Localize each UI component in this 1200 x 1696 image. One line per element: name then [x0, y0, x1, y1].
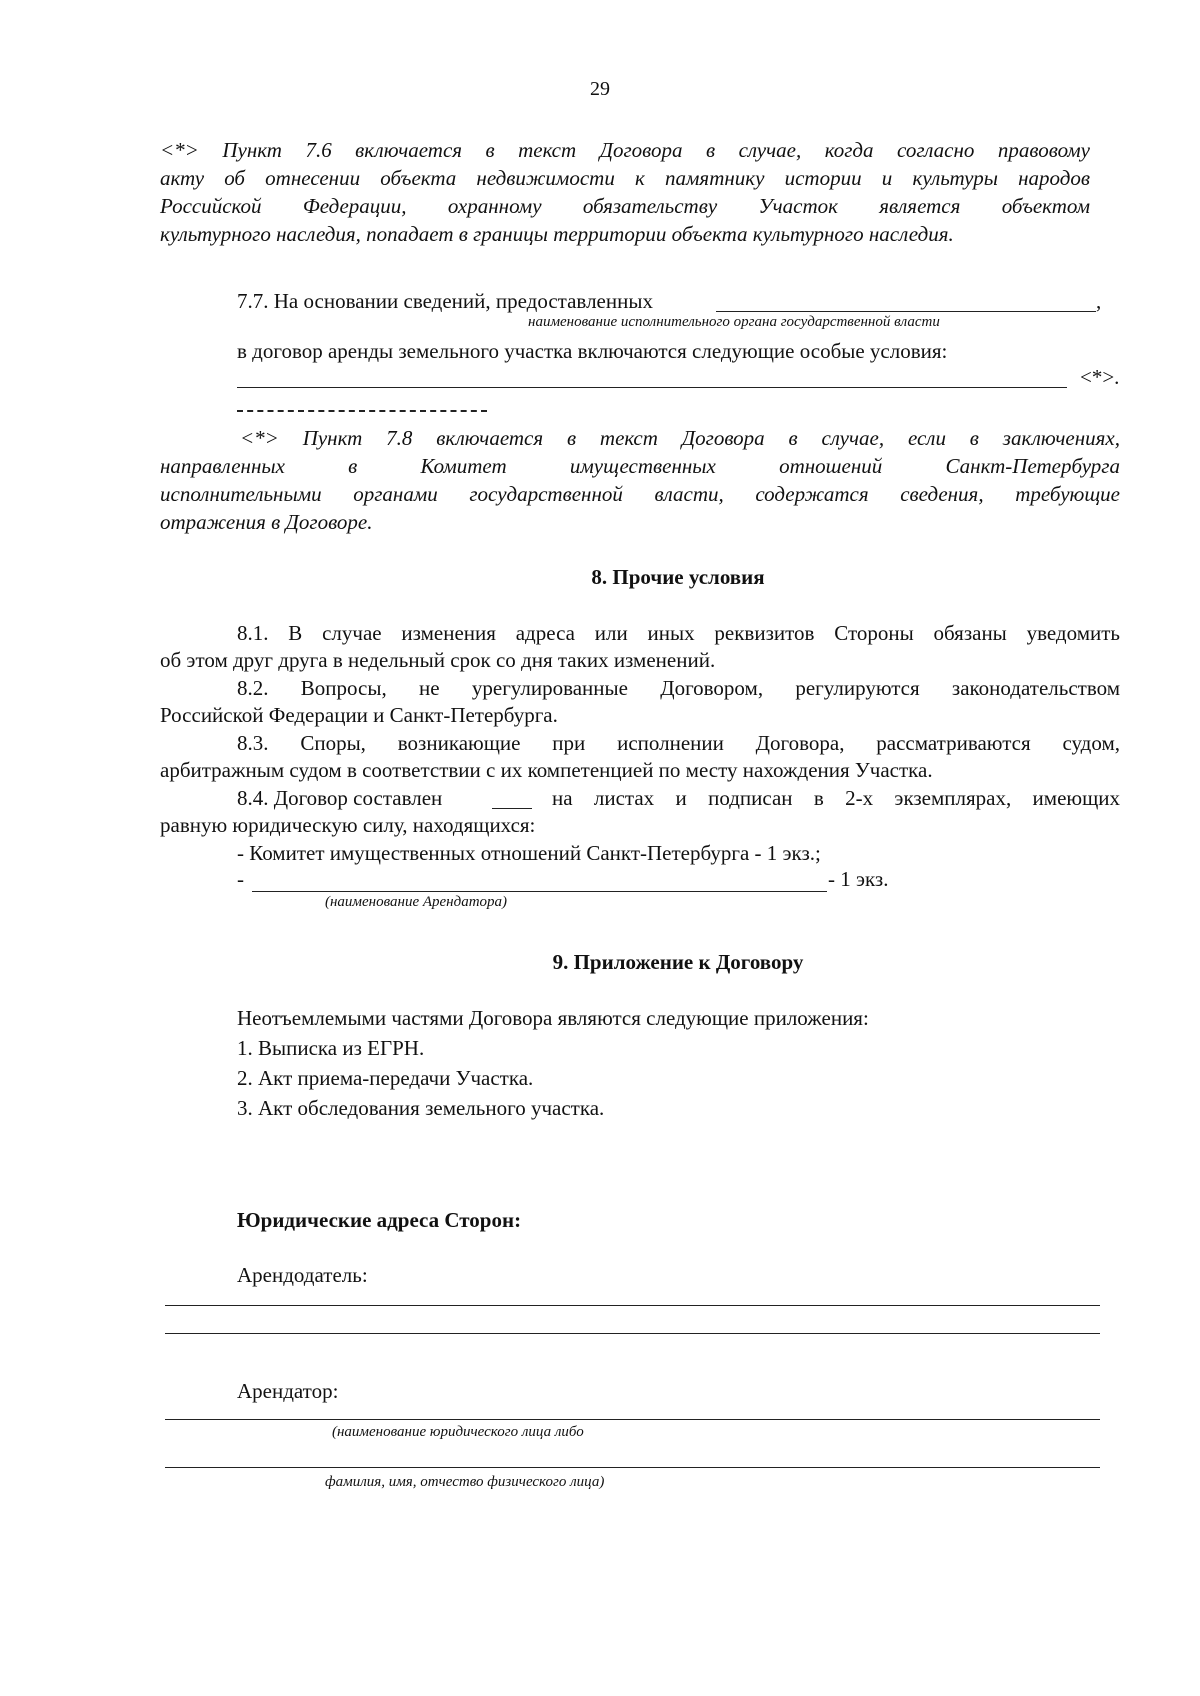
sheets-blank-line — [492, 808, 532, 809]
clause-77-line-2: в договор аренды земельного участка включаются следующие особые условия: — [237, 339, 948, 363]
tenant-address-caption-2: фамилия, имя, отчество физического лица) — [325, 1474, 605, 1490]
conditions-blank-line — [237, 387, 1067, 388]
p83-line-2: арбитражным судом в соответствии с их компетенцией по месту нахождения Участка. — [160, 758, 933, 782]
p82-line-1: 8.2. Вопросы, не урегулированные Договором, регулируются законодательством — [237, 676, 1120, 700]
appendix-item-1: 1. Выписка из ЕГРН. — [237, 1036, 425, 1060]
copy-tenant-end: - 1 экз. — [828, 867, 889, 891]
landlord-label: Арендодатель: — [237, 1263, 368, 1287]
clause-77-comma: , — [1096, 289, 1102, 313]
tenant-line-1 — [165, 1419, 1100, 1420]
page-number: 29 — [590, 78, 610, 100]
authority-blank-line — [716, 311, 1096, 312]
section-8-title: 8. Прочие условия — [591, 565, 765, 589]
landlord-line-1 — [165, 1305, 1100, 1306]
note-76-line-2: акту об отнесении объекта недвижимости к памятнику истории и культуры народов — [160, 166, 1090, 190]
p82-line-2: Российской Федерации и Санкт-Петербурга. — [160, 703, 558, 727]
appendix-item-2: 2. Акт приема-передачи Участка. — [237, 1066, 534, 1090]
note-76-line-1: <*> Пункт 7.6 включается в текст Договора в случае, когда согласно правовому — [160, 138, 1090, 162]
section-9-intro: Неотъемлемыми частями Договора являются следующие приложения: — [237, 1006, 869, 1030]
appendix-item-3: 3. Акт обследования земельного участка. — [237, 1096, 605, 1120]
tenant-label: Арендатор: — [237, 1379, 339, 1403]
note-78-line-2: направленных в Комитет имущественных отношений Санкт-Петербурга — [160, 454, 1120, 478]
clause-77-line-1: 7.7. На основании сведений, предоставленных — [237, 289, 653, 313]
note-78-line-1: <*> Пункт 7.8 включается в текст Договора в случае, если в заключениях, — [240, 426, 1120, 450]
tenant-caption: (наименование Арендатора) — [325, 894, 508, 910]
landlord-line-2 — [165, 1333, 1100, 1334]
tenant-line-2 — [165, 1467, 1100, 1468]
p83-line-1: 8.3. Споры, возникающие при исполнении Договора, рассматриваются судом, — [237, 731, 1120, 755]
addresses-title: Юридические адреса Сторон: — [237, 1208, 522, 1232]
p84-part-a: 8.4. Договор составлен — [237, 786, 443, 810]
p81-line-1: 8.1. В случае изменения адреса или иных реквизитов Стороны обязаны уведомить — [237, 621, 1120, 645]
p81-line-2: об этом друг друга в недельный срок со дня таких изменений. — [160, 648, 716, 672]
note-78-line-4: отражения в Договоре. — [160, 510, 373, 534]
note-76-line-3: Российской Федерации, охранному обязательству Участок является объектом — [160, 194, 1090, 218]
tenant-address-caption-1: (наименование юридического лица либо — [332, 1424, 584, 1440]
note-78-line-3: исполнительными органами государственной власти, содержатся сведения, требующие — [160, 482, 1120, 506]
footnote-separator — [237, 410, 487, 412]
note-76-line-4: культурного наследия, попадает в границы территории объекта культурного наследия. — [160, 222, 954, 246]
authority-caption: наименование исполнительного органа государственной власти — [528, 314, 940, 330]
clause-77-end: <*>. — [1080, 365, 1120, 389]
copy-committee: - Комитет имущественных отношений Санкт-Петербурга - 1 экз.; — [237, 841, 821, 865]
tenant-name-blank-line — [252, 891, 827, 892]
p84-part-b: на листах и подписан в 2-х экземплярах, имеющих — [552, 786, 1120, 810]
copy-tenant-dash: - — [237, 867, 244, 891]
section-9-title: 9. Приложение к Договору — [552, 950, 804, 974]
p84-line-2: равную юридическую силу, находящихся: — [160, 813, 536, 837]
